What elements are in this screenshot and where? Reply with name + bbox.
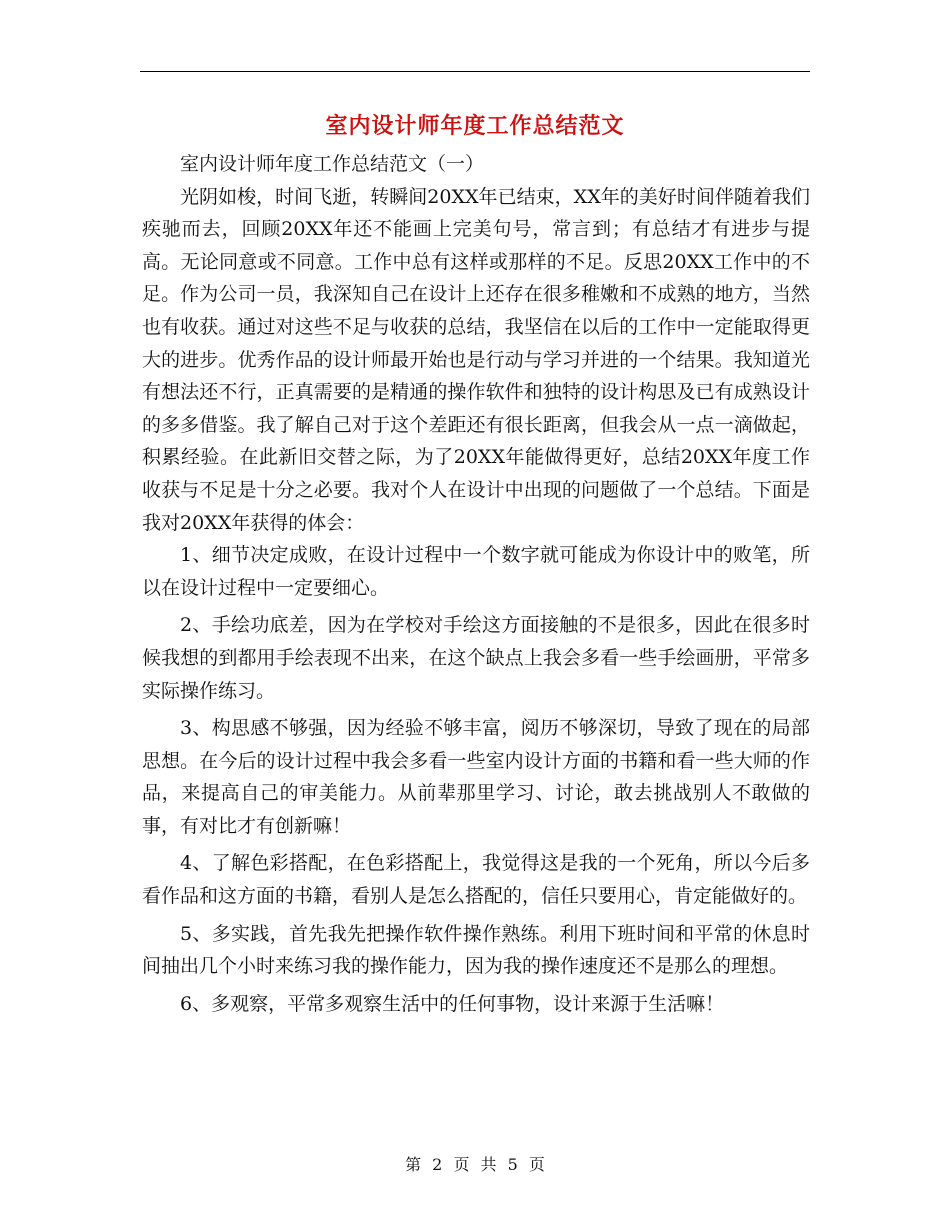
section-heading: 室内设计师年度工作总结范文（一） (180, 153, 485, 175)
paragraph-point-3: 3、构思感不够强，因为经验不够丰富，阅历不够深切，导致了现在的局部思想。在今后的设计过程中我会多看一些室内设计方面的书籍和看一些大师的作品，来提高自己的审美能力。从前辈那里学习、讨论，敢去挑战别人不敢做的事，有对比才有创新嘛！ (142, 717, 810, 837)
document-body (142, 148, 810, 1020)
paragraph-point-2: 2、手绘功底差，因为在学校对手绘这方面接触的不是很多，因此在很多时候我想的到都用手绘表现不出来，在这个缺点上我会多看一些手绘画册，平常多实际操作练习。 (142, 614, 810, 702)
paragraph-point-4: 4、了解色彩搭配，在色彩搭配上，我觉得这是我的一个死角，所以今后多看作品和这方面的书籍，看别人是怎么搭配的，信任只要用心，肯定能做好的。 (142, 852, 810, 908)
paragraph-point-1: 1、细节决定成败，在设计过程中一个数字就可能成为你设计中的败笔，所以在设计过程中一定要细心。 (142, 544, 810, 599)
page-number: 第 2 页 共 5 页 (405, 1155, 545, 1174)
header-rule (140, 71, 810, 72)
paragraph-point-5: 5、多实践，首先我先把操作软件操作熟练。利用下班时间和平常的休息时间抽出几个小时来练习我的操作能力，因为我的操作速度还不是那么的理想。 (142, 922, 810, 978)
paragraph-intro: 光阴如梭，时间飞逝，转瞬间20XX年已结束，XX年的美好时间伴随着我们疾驰而去，回顾20XX年还不能画上完美句号，常言到；有总结才有进步与提高。无论同意或不同意。工作中总有这样或那样的不足。反思20XX工作中的不足。作为公司一员，我深知自己在设计上还存在很多稚嫩和不成熟的地方，当然也有收获。通过对这些不足与收获的总结，我坚信在以后的工作中一定能取得更大的进步。优秀作品的设计师最开始也是行动与学习并进的一个结果。我知道光有想法还不行，正真需要的是精通的操作软件和独特的设计构思及已有成熟设计的多多借鉴。我了解自己对于这个差距还有很长距离，但我会从一点一滴做起，积累经验。在此新旧交替之际，为了20XX年能做得更好，总结20XX年度工作收获与不足是十分之必要。我对个人在设计中出现的问题做了一个总结。下面是我对20XX年获得的体会： (142, 185, 810, 534)
document-title: 室内设计师年度工作总结范文 (325, 113, 625, 139)
paragraph-point-6: 6、多观察，平常多观察生活中的任何事物，设计来源于生活嘛！ (180, 992, 725, 1015)
